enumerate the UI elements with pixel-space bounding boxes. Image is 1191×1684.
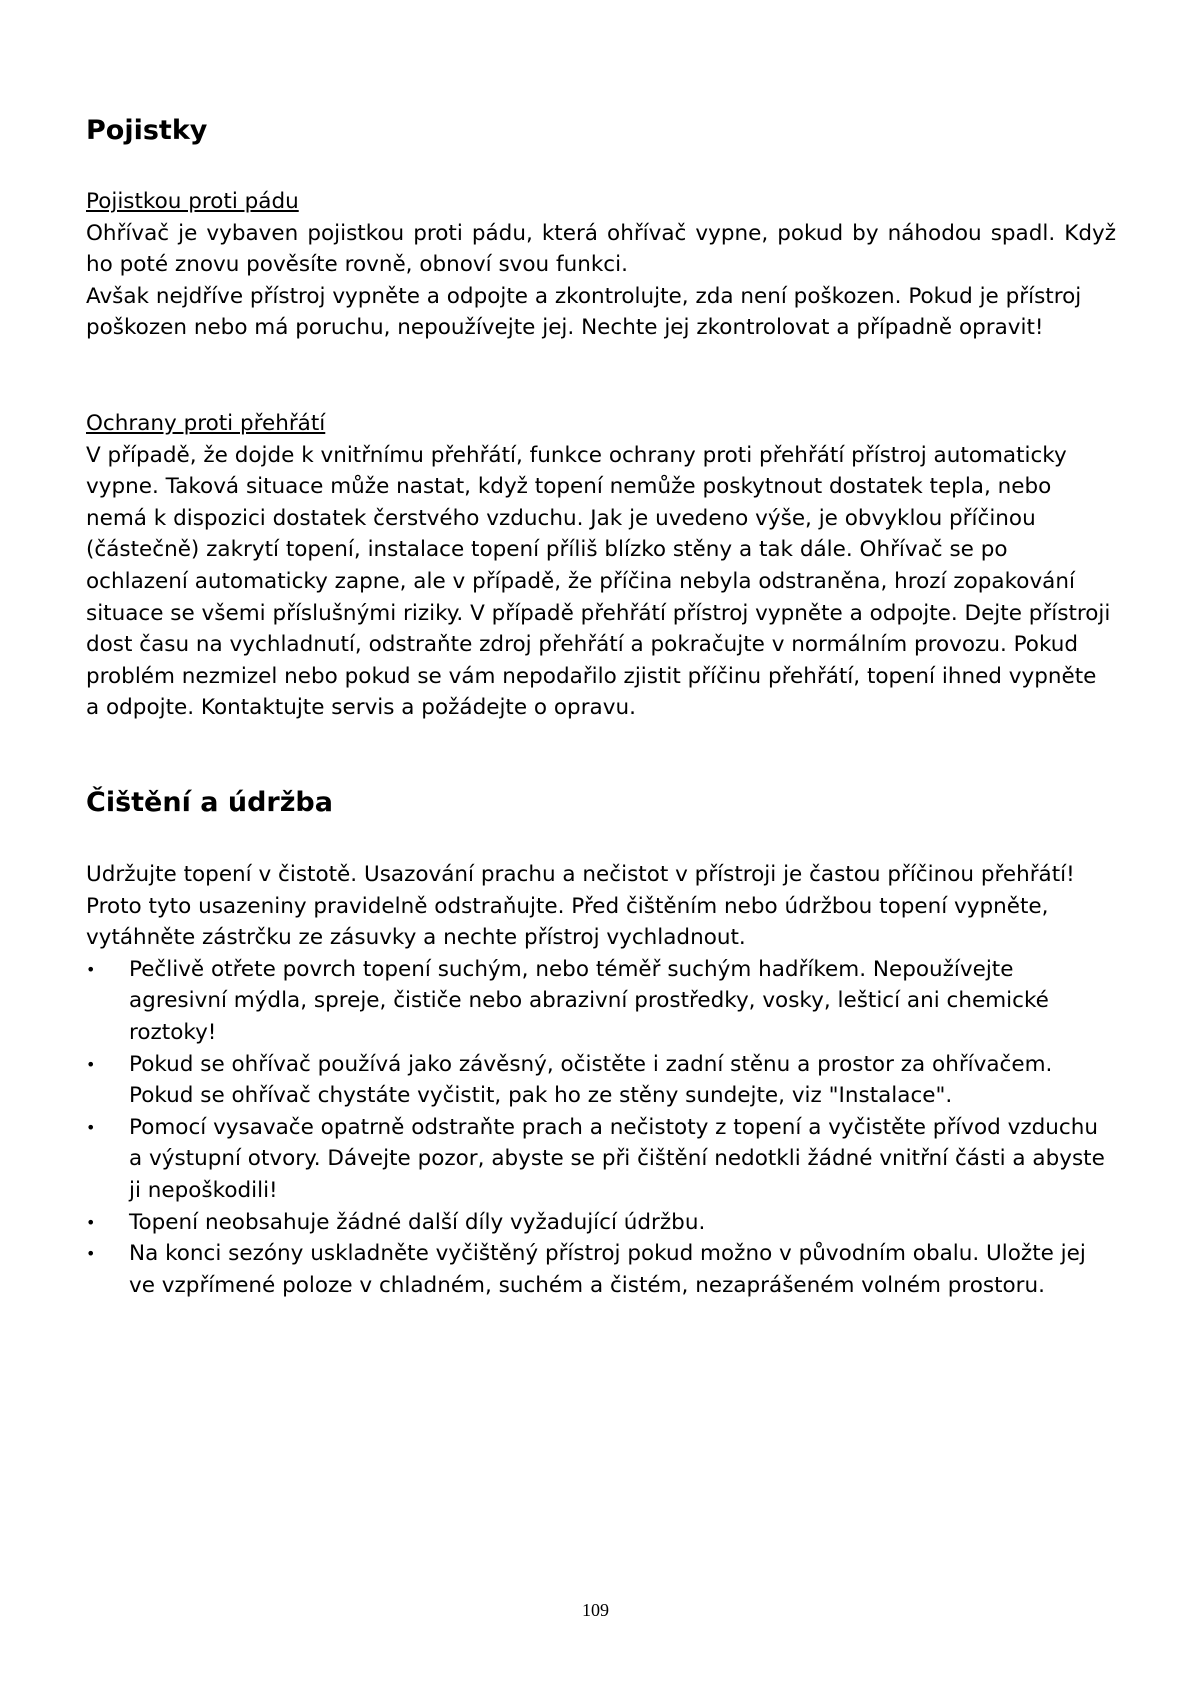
fall-protection-block bbox=[86, 186, 1116, 344]
bullet-icon: • bbox=[86, 1244, 96, 1264]
cleaning-block bbox=[86, 859, 1116, 1301]
bullet-icon: • bbox=[86, 1117, 96, 1137]
page-number: 109 bbox=[582, 1600, 609, 1620]
list-item bbox=[86, 1238, 1116, 1301]
fall-protection-paragraph-2: Avšak nejdříve přístroj vypněte a odpojte a zkontrolujte, zda není poškozen. Pokud je přístroj poškozen nebo má poruchu, nepoužívejte jej. Nechte jej zkontrolovat a případně opravit! bbox=[86, 283, 1082, 341]
section-title-fuses: Pojistky bbox=[86, 115, 208, 146]
fall-protection-paragraph-1: Ohřívač je vybaven pojistkou proti pádu, která ohřívač vypne, pokud by náhodou spadl. Když ho poté znovu pověsíte rovně, obnoví svou funkci. bbox=[86, 220, 1116, 278]
list-item bbox=[86, 1207, 1116, 1239]
bullet-icon: • bbox=[86, 959, 96, 979]
list-item bbox=[86, 954, 1116, 1049]
bullet-text: Pečlivě otřete povrch topení suchým, nebo téměř suchým hadříkem. Nepoužívejte agresivní mýdla, spreje, čističe nebo abrazivní prostředky, vosky, lešticí ani chemické roztoky! bbox=[129, 956, 1049, 1045]
bullet-icon: • bbox=[86, 1212, 96, 1232]
cleaning-bullet-list bbox=[86, 954, 1116, 1302]
bullet-text: Pomocí vysavače opatrně odstraňte prach a nečistoty z topení a vyčistěte přívod vzduchu a výstupní otvory. Dávejte pozor, abyste se při čištění nedotkli žádné vnitřní části a abyste ji nepoškodili! bbox=[129, 1114, 1105, 1203]
cleaning-intro-paragraph: Udržujte topení v čistotě. Usazování prachu a nečistot v přístroji je častou příčinou přehřátí! Proto tyto usazeniny pravidelně odstraňujte. Před čištěním nebo údržbou topení vypněte, vytáhněte zástrčku ze zásuvky a nechte přístroj vychladnout. bbox=[86, 862, 1103, 951]
bullet-text: Topení neobsahuje žádné další díly vyžadující údržbu. bbox=[129, 1209, 706, 1235]
overheat-protection-block bbox=[86, 408, 1116, 724]
bullet-text: Na konci sezóny uskladněte vyčištěný přístroj pokud možno v původním obalu. Uložte jej ve vzpřímené poloze v chladném, suchém a čistém, nezaprášeném volném prostoru. bbox=[129, 1241, 1086, 1298]
list-item bbox=[86, 1049, 1116, 1112]
subheading-fall-protection: Pojistkou proti pádu bbox=[86, 189, 299, 214]
bullet-text: Pokud se ohřívač používá jako závěsný, očistěte i zadní stěnu a prostor za ohřívačem. Pokud se ohřívač chystáte vyčistit, pak ho ze stěny sundejte, viz "Instalace". bbox=[129, 1051, 1053, 1109]
subheading-overheat-protection: Ochrany proti přehřátí bbox=[86, 411, 326, 436]
bullet-icon: • bbox=[86, 1054, 96, 1074]
overheat-protection-paragraph: V případě, že dojde k vnitřnímu přehřátí, funkce ochrany proti přehřátí přístroj automaticky vypne. Taková situace může nastat, když topení nemůže poskytnout dostatek tepla, nebo nemá k dispozici dostatek čerstvého vzduchu. Jak je uvedeno výše, je obvyklou příčinou (částečně) zakrytí topení, instalace topení příliš blízko stěny a tak dále. Ohřívač se po ochlazení automaticky zapne, ale v případě, že příčina nebyla odstraněna, hrozí zopakování situace se všemi příslušnými riziky. V případě přehřátí přístroj vypněte a odpojte. Dejte přístroji dost času na vychladnutí, odstraňte zdroj přehřátí a pokračujte v normálním provozu. Pokud problém nezmizel nebo pokud se vám nepodařilo zjistit příčinu přehřátí, topení ihned vypněte a odpojte. Kontaktujte servis a požádejte o opravu. bbox=[86, 442, 1111, 721]
section-title-cleaning: Čištění a údržba bbox=[86, 787, 333, 818]
list-item bbox=[86, 1112, 1116, 1207]
